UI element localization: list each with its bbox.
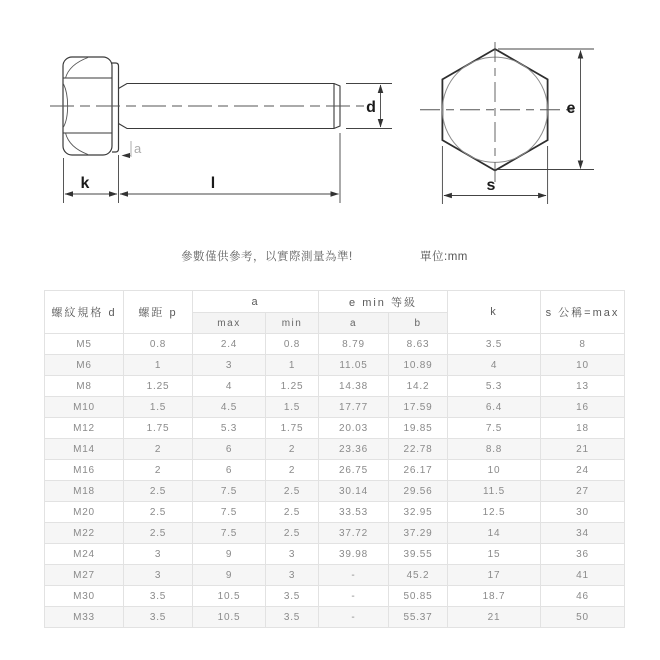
k-dimension-label: k — [80, 175, 90, 192]
kl-extension-lines — [64, 133, 341, 203]
value-cell: 9 — [193, 565, 266, 586]
value-cell: 16 — [541, 397, 625, 418]
value-cell: - — [319, 607, 389, 628]
value-cell: 6 — [193, 460, 266, 481]
top-view-dimensions — [442, 49, 594, 204]
value-cell: 6 — [193, 439, 266, 460]
value-cell: 3.5 — [266, 586, 319, 607]
value-cell: 30.14 — [319, 481, 389, 502]
value-cell: 10.5 — [193, 607, 266, 628]
side-view-dimensions — [64, 84, 393, 204]
value-cell: 3 — [266, 544, 319, 565]
value-cell: 18.7 — [448, 586, 541, 607]
e-extension-lines — [498, 49, 594, 170]
value-cell: 14 — [448, 523, 541, 544]
value-cell: 17.77 — [319, 397, 389, 418]
value-cell: 20.03 — [319, 418, 389, 439]
value-cell: - — [319, 586, 389, 607]
thread-spec-cell: M27 — [45, 565, 124, 586]
value-cell: 45.2 — [389, 565, 448, 586]
table-row — [45, 502, 625, 523]
value-cell: 2 — [266, 460, 319, 481]
value-cell: 39.55 — [389, 544, 448, 565]
side-view-labels — [81, 99, 376, 192]
value-cell: 4 — [193, 376, 266, 397]
spec-table-header — [45, 291, 625, 334]
value-cell: 19.85 — [389, 418, 448, 439]
value-cell: 8.63 — [389, 334, 448, 355]
value-cell: 1.25 — [266, 376, 319, 397]
value-cell: 21 — [541, 439, 625, 460]
value-cell: 2.5 — [124, 523, 193, 544]
table-row — [45, 376, 625, 397]
value-cell: 1.5 — [124, 397, 193, 418]
value-cell: 5.3 — [193, 418, 266, 439]
spec-table-body — [45, 334, 625, 628]
value-cell: 1.25 — [124, 376, 193, 397]
subheader-emin-a: a — [319, 313, 389, 334]
bolt-top-view — [420, 42, 576, 183]
value-cell: 0.8 — [266, 334, 319, 355]
value-cell: 3 — [124, 544, 193, 565]
table-row — [45, 397, 625, 418]
value-cell: 4 — [448, 355, 541, 376]
value-cell: 37.29 — [389, 523, 448, 544]
top-view-arrowheads — [443, 50, 583, 198]
value-cell: 24 — [541, 460, 625, 481]
subheader-a-max: max — [193, 313, 266, 334]
thread-spec-cell: M30 — [45, 586, 124, 607]
value-cell: 8 — [541, 334, 625, 355]
value-cell: 1.5 — [266, 397, 319, 418]
subheader-emin-b: b — [389, 313, 448, 334]
value-cell: 6.4 — [448, 397, 541, 418]
value-cell: 22.78 — [389, 439, 448, 460]
subheader-a-min: min — [266, 313, 319, 334]
value-cell: 21 — [448, 607, 541, 628]
bolt-side-view — [50, 57, 364, 155]
thread-spec-cell: M16 — [45, 460, 124, 481]
l-dimension-label: l — [210, 175, 216, 192]
value-cell: 2.4 — [193, 334, 266, 355]
value-cell: 1 — [124, 355, 193, 376]
bolt-head-facet-lines — [64, 78, 113, 133]
header-a-group: a — [193, 291, 319, 313]
value-cell: 2 — [124, 460, 193, 481]
value-cell: 33.53 — [319, 502, 389, 523]
thread-spec-cell: M14 — [45, 439, 124, 460]
value-cell: 2.5 — [266, 481, 319, 502]
d-dimension-label: d — [366, 99, 376, 116]
value-cell: 29.56 — [389, 481, 448, 502]
value-cell: 26.17 — [389, 460, 448, 481]
value-cell: 14.38 — [319, 376, 389, 397]
value-cell: 36 — [541, 544, 625, 565]
header-emin-group: e min 等級 — [319, 291, 448, 313]
table-row — [45, 355, 625, 376]
s-dimension-label: s — [486, 177, 496, 194]
header-thread-spec: 螺紋規格 d — [45, 291, 124, 334]
value-cell: 17 — [448, 565, 541, 586]
thread-spec-cell: M12 — [45, 418, 124, 439]
thread-spec-cell: M8 — [45, 376, 124, 397]
value-cell: 39.98 — [319, 544, 389, 565]
table-row — [45, 523, 625, 544]
value-cell: 1.75 — [124, 418, 193, 439]
value-cell: 1.75 — [266, 418, 319, 439]
value-cell: 3.5 — [448, 334, 541, 355]
bolt-flange — [112, 63, 119, 152]
table-row — [45, 334, 625, 355]
thread-spec-cell: M5 — [45, 334, 124, 355]
disclaimer-note: 參數僅供參考，以實際測量為準! — [181, 251, 353, 263]
value-cell: 8.8 — [448, 439, 541, 460]
header-pitch: 螺距 p — [124, 291, 193, 334]
value-cell: 37.72 — [319, 523, 389, 544]
value-cell: 2 — [124, 439, 193, 460]
value-cell: 3 — [266, 565, 319, 586]
thread-spec-cell: M20 — [45, 502, 124, 523]
table-row — [45, 481, 625, 502]
value-cell: 10 — [448, 460, 541, 481]
value-cell: 17.59 — [389, 397, 448, 418]
header-s: s 公稱=max — [541, 291, 625, 334]
value-cell: 3.5 — [124, 607, 193, 628]
value-cell: 50 — [541, 607, 625, 628]
table-row — [45, 607, 625, 628]
table-row — [45, 586, 625, 607]
table-row — [45, 565, 625, 586]
header-k: k — [448, 291, 541, 334]
value-cell: 10 — [541, 355, 625, 376]
value-cell: 34 — [541, 523, 625, 544]
value-cell: 11.5 — [448, 481, 541, 502]
table-row — [45, 439, 625, 460]
value-cell: 1 — [266, 355, 319, 376]
spec-table — [44, 290, 625, 628]
value-cell: 46 — [541, 586, 625, 607]
unit-label: 單位:mm — [420, 251, 468, 263]
value-cell: 7.5 — [193, 523, 266, 544]
value-cell: 0.8 — [124, 334, 193, 355]
value-cell: 5.3 — [448, 376, 541, 397]
value-cell: 12.5 — [448, 502, 541, 523]
value-cell: 9 — [193, 544, 266, 565]
value-cell: 2.5 — [124, 481, 193, 502]
value-cell: 3.5 — [124, 586, 193, 607]
value-cell: 11.05 — [319, 355, 389, 376]
table-row — [45, 544, 625, 565]
value-cell: 7.5 — [193, 502, 266, 523]
value-cell: 18 — [541, 418, 625, 439]
e-dimension-label: e — [566, 100, 576, 117]
value-cell: 30 — [541, 502, 625, 523]
value-cell: 2 — [266, 439, 319, 460]
value-cell: 4.5 — [193, 397, 266, 418]
value-cell: 26.75 — [319, 460, 389, 481]
value-cell: 10.5 — [193, 586, 266, 607]
thread-spec-cell: M10 — [45, 397, 124, 418]
value-cell: 10.89 — [389, 355, 448, 376]
value-cell: 14.2 — [389, 376, 448, 397]
value-cell: 8.79 — [319, 334, 389, 355]
value-cell: 7.5 — [448, 418, 541, 439]
value-cell: 23.36 — [319, 439, 389, 460]
table-row — [45, 418, 625, 439]
value-cell: 2.5 — [124, 502, 193, 523]
top-view-labels — [487, 100, 576, 194]
value-cell: 41 — [541, 565, 625, 586]
thread-spec-cell: M33 — [45, 607, 124, 628]
thread-spec-cell: M22 — [45, 523, 124, 544]
thread-spec-cell: M18 — [45, 481, 124, 502]
value-cell: 2.5 — [266, 502, 319, 523]
value-cell: 3.5 — [266, 607, 319, 628]
value-cell: 13 — [541, 376, 625, 397]
value-cell: 15 — [448, 544, 541, 565]
a-dimension-label: a — [134, 141, 142, 156]
value-cell: 3 — [124, 565, 193, 586]
value-cell: 7.5 — [193, 481, 266, 502]
value-cell: 50.85 — [389, 586, 448, 607]
table-row — [45, 460, 625, 481]
value-cell: 55.37 — [389, 607, 448, 628]
value-cell: - — [319, 565, 389, 586]
value-cell: 27 — [541, 481, 625, 502]
value-cell: 32.95 — [389, 502, 448, 523]
thread-spec-cell: M24 — [45, 544, 124, 565]
value-cell: 2.5 — [266, 523, 319, 544]
thread-spec-cell: M6 — [45, 355, 124, 376]
bolt-drawing — [0, 0, 660, 235]
value-cell: 3 — [193, 355, 266, 376]
